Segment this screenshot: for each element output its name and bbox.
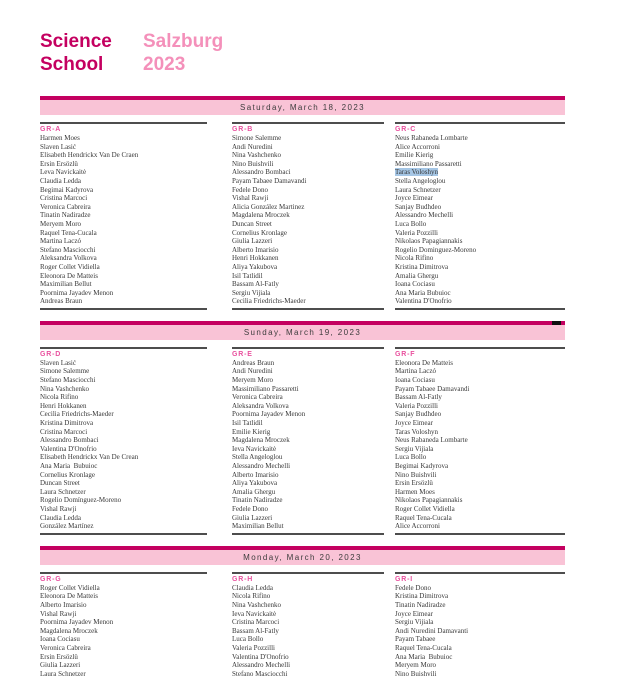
member-name: Nino Buishvili [395,470,437,479]
member-name: González Martínez [40,522,94,531]
member-name: Henri Hokkanen [232,254,279,263]
member-name: Alessandro Mechelli [232,661,291,670]
member-name: Alessandro Mechelli [395,211,454,220]
member-name: Andreas Braun [232,358,275,367]
day-banner [40,546,565,565]
member-name: Kristina Dimitrova [395,592,449,601]
member-name: Slaven Lasić [40,358,76,367]
member-name: Eleonora De Matteis [40,592,98,601]
member-name: Cornelius Kronlage [232,228,288,237]
member-name: Ana Maria Bubuioc [40,462,98,470]
member-name: Rogelio Domínguez-Moreno [40,496,122,505]
member-name: Magdalena Mroczek [40,626,98,635]
groups-row [40,347,565,535]
member-name: Roger Collet Vidiella [40,583,100,592]
member-name: Leva Navickaitė [40,168,87,177]
group-label: GR-D [40,350,62,358]
group-gr-a [40,122,207,310]
member-name: Aliya Yakubova [232,479,278,488]
highlighted-member-name: Taras Voloshyn [395,168,439,177]
member-name: Neus Rabaneda Lombarte [395,134,468,142]
member-name: Aleksandra Volkova [232,401,289,410]
member-name: Begimai Kadyrova [395,462,449,470]
member-name: Emilie Kierig [395,151,434,160]
member-name: Isil Tatlidil [232,419,263,428]
brand-subtitle-line1: Salzburg [143,31,224,52]
member-name: Alice Accorroni [395,522,440,531]
member-name [395,168,565,177]
member-name: Tinatin Nadiradze [40,211,91,220]
member-name: Raquel Tena-Cucala [395,513,452,522]
member-name: Claudia Ledda [40,513,82,522]
member-name: Giulia Lazzeri [232,237,273,246]
member-name: Poornima Jayadev Menon [40,288,114,297]
member-name: Cristina Marcoci [40,427,88,436]
member-name: Ersin Ersözlü [40,652,78,661]
groups-row [40,572,565,679]
member-name: Magdalena Mroczek [232,211,290,220]
group-gr-i [395,572,565,679]
member-name: Roger Collet Vidiella [395,504,455,513]
member-name: Nina Vashchenko [232,151,282,160]
member-name: Maximilian Bellut [40,280,92,289]
group-label: GR-H [232,575,254,583]
group-label: GR-B [232,126,254,133]
member-name: Tinatin Nadiradze [232,496,283,505]
member-name: Raquel Tena-Cucala [40,228,97,237]
member-name: Stella Angeloglou [395,176,446,185]
member-name: Ioana Cociasu [395,376,435,385]
day-banner-bar [40,96,565,100]
member-name: Fedele Dono [232,185,268,194]
member-name: Maximilian Bellut [232,522,284,531]
member-name: Isil Tatlidil [232,271,263,280]
member-name: Ana Maria Bubuioc [395,652,453,661]
member-name: Nina Vashchenko [232,600,282,609]
member-name: Aliya Yakubova [232,262,278,271]
member-name: Claudia Ledda [40,176,82,185]
member-name: Giulia Lazzeri [40,661,81,670]
member-name: Cristina Marcoci [40,194,88,203]
member-name: Nino Buishvili [232,159,274,168]
member-name: Alice Accorroni [395,142,440,151]
member-name: Nikolaos Papagiannakis [395,496,463,505]
member-name: Sergiu Vijiala [232,288,271,297]
member-name: Fedele Dono [395,583,431,592]
member-name: Aleksandra Volkova [40,254,97,263]
table-handle-mark [552,321,561,325]
member-name: Stefano Masciocchi [232,669,288,678]
member-name: Ersin Ersözlü [395,479,433,488]
member-name: Simone Salemme [232,134,282,142]
member-name: Laura Schnetzer [40,669,86,678]
member-name: Rogelio Dominguez-Moreno [395,245,477,254]
member-name: Cecilia Friedrichs-Maeder [232,297,306,306]
member-name: Bassam Al-Fatly [395,393,442,402]
member-name: Amalia Ghergu [232,487,276,496]
member-name: Vishal Rawji [40,609,77,618]
member-name: Harmen Moes [40,134,80,142]
member-name: Alberto Imarisio [232,245,279,254]
member-name: Ioana Cociasu [40,635,80,644]
member-name: Sergiu Vijiala [395,618,434,627]
group-label: GR-F [395,350,416,358]
member-name: Valeria Pozzilli [395,228,438,237]
day-banner-bar [40,321,565,325]
member-name: Ieva Navickaitė [232,444,277,453]
member-name: Alberto Imarisio [232,470,279,479]
member-name: Amalia Ghergu [395,271,439,280]
member-name: Martina Laczó [395,367,437,376]
member-name: Begimai Kadyrova [40,185,94,194]
member-name: Ioana Cociasu [395,280,435,289]
member-name: Roger Collet Vidiella [40,262,100,271]
member-name: Magdalena Mroczek [232,436,290,445]
day-banner-bar [40,546,565,550]
member-name: Alessandro Bombaci [232,168,291,177]
member-name: Nicola Rifino [40,393,79,402]
member-name: Nina Vashchenko [40,384,90,393]
member-name: Harmen Moes [395,487,435,496]
member-name: Raquel Tena-Cucala [395,643,452,652]
member-name: Nicola Rifino [395,254,434,263]
group-gr-g [40,572,207,679]
member-name: Payam Tabaee Damavandi [232,176,307,185]
day-section [40,96,565,310]
member-name: Veronica Cabreira [40,643,91,652]
member-name: Giulia Lazzeri [232,513,273,522]
group-label: GR-E [232,350,253,358]
member-name: Massimiliano Passaretti [395,159,462,168]
member-name: Joyce Eimear [395,609,433,618]
member-name: Alberto Imarisio [40,600,87,609]
member-name: Sanjay Budhdeo [395,410,442,419]
groups-row [40,122,565,310]
member-name: Payam Tabaee [395,635,436,644]
member-name: Nikolaos Papagiannakis [395,237,463,246]
day-banner-label: Sunday, March 19, 2023 [40,325,565,340]
member-name: Meryem Moro [395,661,437,670]
brand-header [40,0,565,77]
member-name: Vishal Rawji [232,194,269,203]
day-banner [40,96,565,115]
member-name: Payam Tabaee Damavandi [395,384,470,393]
member-name: Bassam Al-Fatly [232,626,279,635]
member-name: Neus Rabaneda Lombarte [395,436,468,445]
member-name: Meryem Moro [232,376,274,385]
member-name: Cristina Marcoci [232,618,280,627]
member-name: Sergiu Vijiala [395,444,434,453]
group-label: GR-A [40,126,62,133]
member-name: Andreas Braun [40,297,83,306]
member-name: Duncan Street [232,219,272,228]
member-name: Kristina Dimitrova [40,419,94,428]
group-label: GR-C [395,126,417,133]
member-name: Valentina D'Onofrio [395,297,452,306]
member-name: Valeria Pozzilli [395,401,438,410]
member-name: Meryem Moro [40,219,82,228]
member-name: Alessandro Mechelli [232,462,291,470]
member-name: Stefano Masciocchi [40,376,96,385]
group-gr-b [232,122,384,310]
brand-title-line2: School [40,54,104,75]
member-name: Joyce Eimear [395,419,433,428]
member-name: Eleonora De Matteis [395,358,453,367]
member-name: Ieva Navickaitė [232,609,277,618]
brand-subtitle-line2: 2023 [143,54,186,75]
member-name: Simone Salemme [40,367,90,376]
member-name: Ersin Ersözlü [40,159,78,168]
member-name: Andi Nuredini [232,367,273,376]
member-name: Joyce Eimear [395,194,433,203]
member-name: Eleonora De Matteis [40,271,98,280]
days-container [40,96,565,678]
member-name: Andi Nuredini Damavanti [395,626,469,635]
group-gr-e [232,347,384,535]
member-name: Valeria Pozzilli [232,643,275,652]
member-name: Emilie Kierig [232,427,271,436]
member-name: Claudia Ledda [232,583,274,592]
member-name: Elisabeth Hendrickx Van De Crean [40,453,139,462]
member-name: Alessandro Bombaci [40,436,99,445]
member-name: Elisabeth Hendrickx Van De Craen [40,151,139,160]
member-name: Poornima Jayadev Menon [232,410,306,419]
member-name: Martina Laczó [40,237,82,246]
member-name: Sanjay Budhdeo [395,202,442,211]
member-name: Fedele Dono [232,504,268,513]
member-name: Stefano Masciocchi [40,245,96,254]
day-banner-label: Saturday, March 18, 2023 [40,100,565,115]
day-section [40,321,565,535]
document-page [40,0,565,678]
member-name: Slaven Lasić [40,142,76,151]
member-name: Valentina D'Onofrio [40,444,97,453]
member-name: Bassam Al-Fatly [232,280,279,289]
day-banner [40,321,565,340]
member-name: Nino Buishvili [395,669,437,678]
member-name: Veronica Cabreira [40,202,91,211]
member-name: Laura Schnetzer [395,185,441,194]
member-name: Massimiliano Passaretti [232,384,299,393]
brand-title-line1: Science [40,31,112,52]
group-label: GR-G [40,575,62,583]
group-gr-c [395,122,565,310]
day-banner-label: Monday, March 20, 2023 [40,550,565,565]
member-name: Duncan Street [40,479,80,488]
group-label: GR-I [395,575,413,583]
member-name: Cornelius Kronlage [40,470,96,479]
member-name: Kristina Dimitrova [395,262,449,271]
member-name: Luca Bollo [232,635,264,644]
member-name: Valentina D'Onofrio [232,652,289,661]
member-name: Poornima Jayadev Menon [40,618,114,627]
day-section [40,546,565,679]
member-name: Alicia González Martinez [232,202,305,211]
member-name: Nicola Rifino [232,592,271,601]
group-gr-h [232,572,384,679]
member-name: Henri Hokkanen [40,401,87,410]
brand-title [40,30,143,77]
brand-subtitle [143,30,223,77]
member-name: Laura Schnetzer [40,487,86,496]
group-gr-f [395,347,565,535]
member-name: Luca Bollo [395,453,427,462]
member-name: Andi Nuredini [232,142,273,151]
member-name: Stella Angeloglou [232,453,283,462]
member-name: Taras Voloshyn [395,427,439,436]
member-name: Tinatin Nadiradze [395,600,446,609]
member-name: Luca Bollo [395,219,427,228]
member-name: Veronica Cabreira [232,393,283,402]
member-name: Cecilia Friedrichs-Maeder [40,410,114,419]
member-name: Vishal Rawji [40,504,77,513]
group-gr-d [40,347,207,535]
member-name: Ana Maria Bubuioc [395,288,451,297]
